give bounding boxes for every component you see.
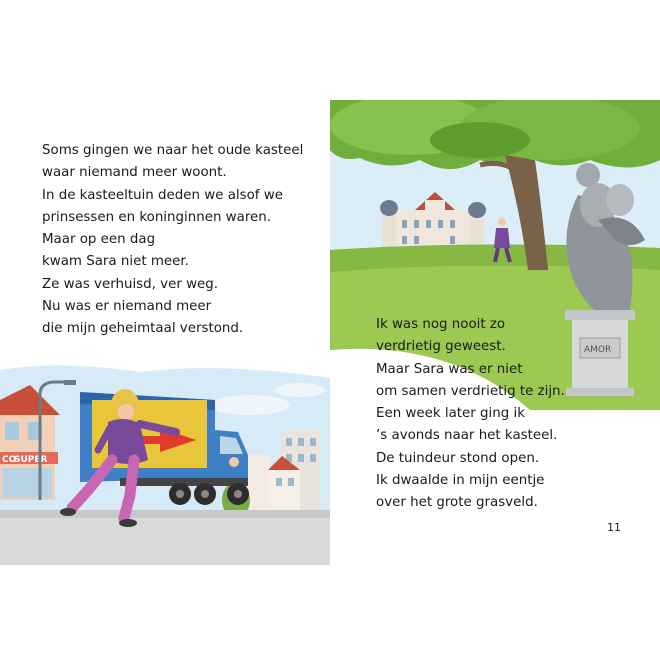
- shop-sign: SUPER: [14, 455, 48, 465]
- story-line: Nu was er niemand meer: [42, 299, 212, 315]
- right-page: [330, 0, 660, 660]
- statue-plaque: AMOR: [584, 345, 612, 355]
- left-story-text: [42, 140, 303, 341]
- story-line: In de kasteeltuin deden we alsof we: [42, 187, 283, 203]
- story-line: Ik was nog nooit zo: [376, 317, 506, 332]
- story-line: Soms gingen we naar het oude kasteel: [42, 143, 304, 158]
- story-line: De tuindeur stond open.: [376, 450, 540, 466]
- story-line: Ze was verhuisd, ver weg.: [42, 276, 219, 292]
- story-line: prinsessen en koninginnen waren.: [42, 209, 272, 225]
- svg-text:CO: CO: [2, 455, 17, 465]
- story-line: waar niemand meer woont.: [42, 165, 227, 181]
- story-line: die mijn geheimtaal verstond.: [42, 321, 244, 337]
- story-line: over het grote grasveld.: [376, 495, 538, 511]
- story-line: kwam Sara niet meer.: [42, 254, 189, 270]
- story-line: Maar op een dag: [42, 232, 156, 248]
- story-line: om samen verdrietig te zijn.: [376, 383, 565, 399]
- page-number: 11: [607, 521, 621, 534]
- story-line: verdrietig geweest.: [376, 339, 506, 355]
- right-story-text: [376, 314, 565, 515]
- story-line: ’s avonds naar het kasteel.: [376, 428, 558, 444]
- moving-truck-illustration: [0, 360, 330, 565]
- story-line: Ik dwaalde in mijn eentje: [376, 473, 545, 489]
- story-line: Een week later ging ik: [376, 406, 525, 422]
- story-line: Maar Sara was er niet: [376, 361, 523, 377]
